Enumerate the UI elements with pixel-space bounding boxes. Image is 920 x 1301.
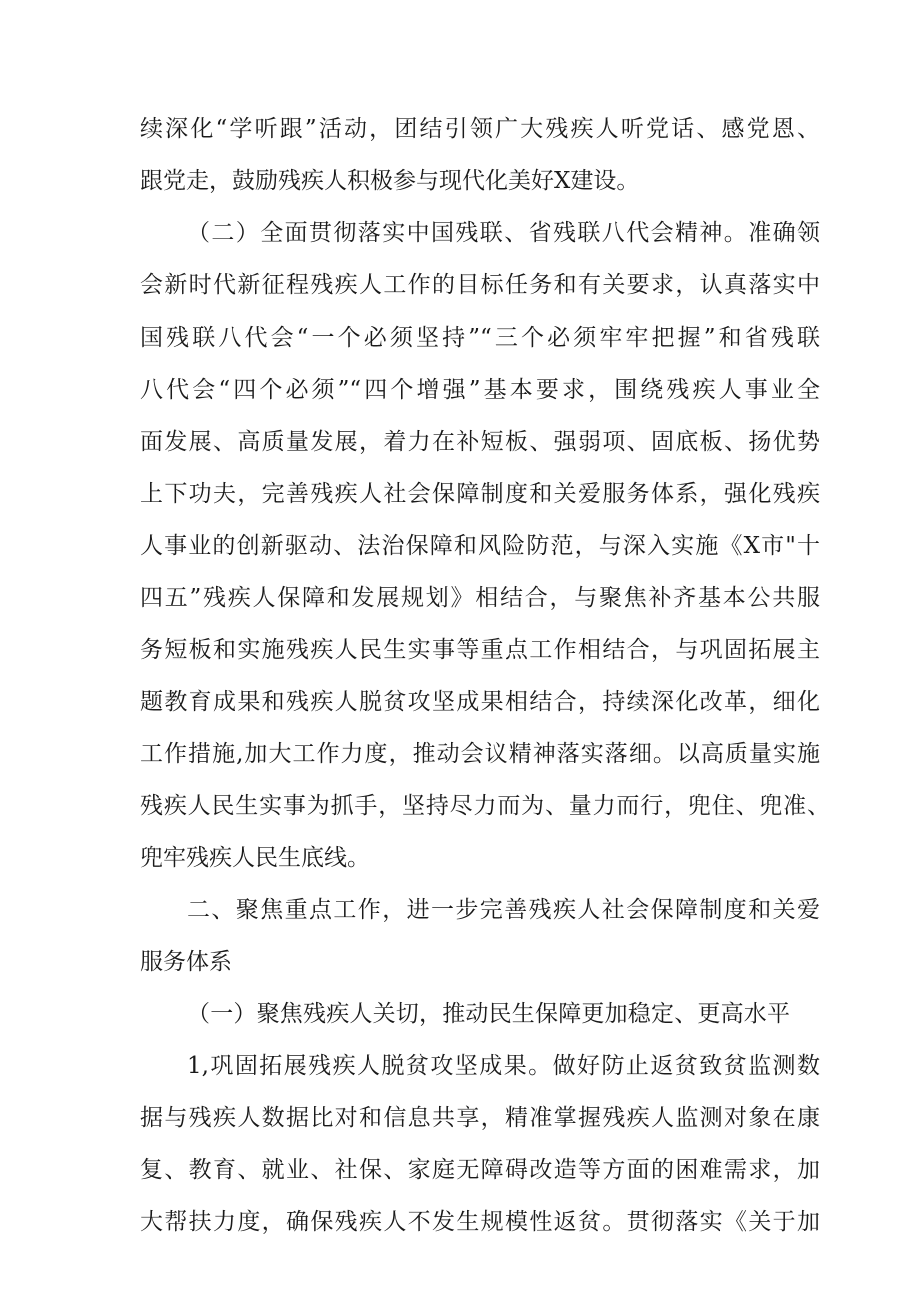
text-line: 续深化“学听跟”活动，团结引领广大残疾人听党话、感党恩、	[140, 116, 820, 142]
text-line: 兜牢残疾人民生底线。	[140, 845, 370, 871]
section-heading-two: 二、聚焦重点工作，进一步完善残疾人社会保障制度和关爱	[187, 897, 820, 923]
text-line: 务短板和实施残疾人民生实事等重点工作相结合，与巩固拓展主	[140, 637, 820, 663]
text-line: 八代会“四个必须”“四个增强”基本要求，围绕残疾人事业全	[140, 377, 820, 403]
text-line: 会新时代新征程残疾人工作的目标任务和有关要求，认真落实中	[140, 272, 820, 298]
text-line: 工作措施,加大工作力度，推动会议精神落实落细。以高质量实施	[140, 741, 820, 767]
text-line: 残疾人民生实事为抓手，坚持尽力而为、量力而行，兜住、兜准、	[140, 793, 830, 819]
text-line: 上下功夫，完善残疾人社会保障制度和关爱服务体系，强化残疾	[140, 481, 820, 507]
text-line: 面发展、高质量发展，着力在补短板、强弱项、固底板、扬优势	[140, 429, 820, 455]
text-line: 题教育成果和残疾人脱贫攻坚成果相结合，持续深化改革，细化	[140, 689, 820, 715]
item-heading-1: 1,巩固拓展残疾人脱贫攻坚成果。做好防止返贫致贫监测数	[187, 1053, 820, 1079]
text-line: 跟党走，鼓励残疾人积极参与现代化美好X建设。	[140, 168, 640, 194]
section-heading-two-cont: 服务体系	[140, 949, 232, 975]
text-line: 国残联八代会“一个必须坚持”“三个必须牢牢把握”和省残联	[140, 325, 820, 351]
text-line: 人事业的创新驱动、法治保障和风险防范，与深入实施《X市"十	[140, 533, 820, 559]
subsection-heading-1: （一）聚焦残疾人关切，推动民生保障更加稳定、更高水平	[187, 1001, 790, 1027]
section-heading-2: （二）全面贯彻落实中国残联、省残联八代会精神。准确领	[187, 220, 820, 246]
text-line: 据与残疾人数据比对和信息共享，精准掌握残疾人监测对象在康	[140, 1105, 820, 1131]
text-line: 大帮扶力度，确保残疾人不发生规模性返贫。贯彻落实《关于加	[140, 1209, 820, 1235]
text-line: 四五”残疾人保障和发展规划》相结合，与聚焦补齐基本公共服	[140, 585, 820, 611]
text-line: 复、教育、就业、社保、家庭无障碍改造等方面的困难需求，加	[140, 1157, 820, 1183]
